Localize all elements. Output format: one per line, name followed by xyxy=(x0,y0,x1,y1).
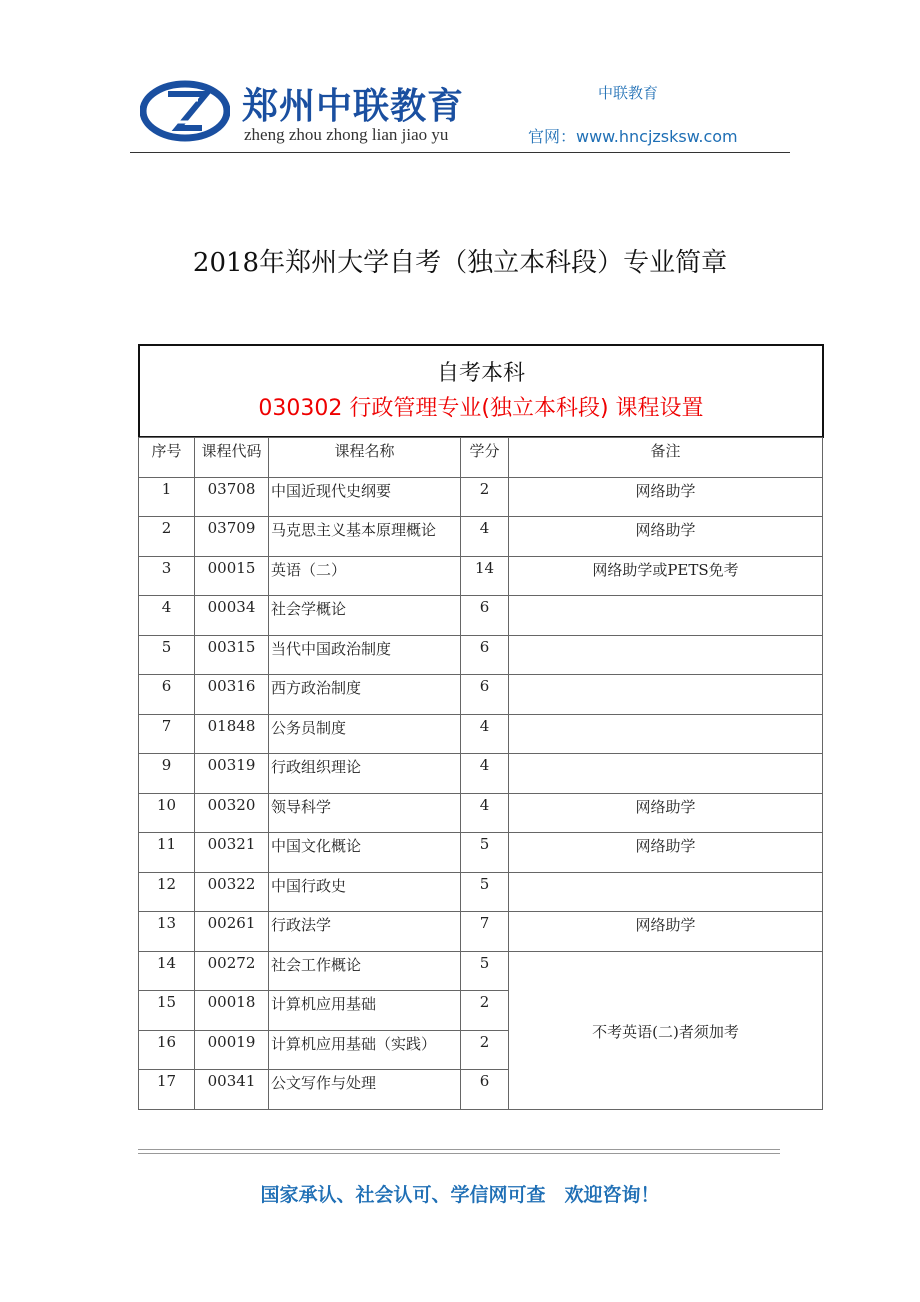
remark: 网络助学或PETS免考 xyxy=(509,556,823,596)
header-cell: 课程代码 xyxy=(195,438,269,478)
row-number: 7 xyxy=(139,714,195,754)
credits: 6 xyxy=(461,596,509,636)
credits: 6 xyxy=(461,635,509,675)
course-code: 00015 xyxy=(195,556,269,596)
row-number: 15 xyxy=(139,991,195,1031)
table-row xyxy=(139,912,823,952)
course-code: 03709 xyxy=(195,517,269,557)
remark: 网络助学 xyxy=(509,793,823,833)
table-row xyxy=(139,517,823,557)
credits: 4 xyxy=(461,793,509,833)
credits: 4 xyxy=(461,517,509,557)
row-number: 6 xyxy=(139,675,195,715)
header-divider xyxy=(130,152,790,153)
row-number: 10 xyxy=(139,793,195,833)
course-code: 00034 xyxy=(195,596,269,636)
credits: 5 xyxy=(461,951,509,991)
table-row xyxy=(139,833,823,873)
header-org-name: 中联教育 xyxy=(598,84,659,102)
course-name: 英语（二） xyxy=(269,556,461,596)
table-caption-box xyxy=(138,344,824,438)
credits: 7 xyxy=(461,912,509,952)
table-row xyxy=(139,675,823,715)
table-row xyxy=(139,714,823,754)
row-number: 5 xyxy=(139,635,195,675)
course-code: 00018 xyxy=(195,991,269,1031)
course-name: 西方政治制度 xyxy=(269,675,461,715)
course-name: 社会学概论 xyxy=(269,596,461,636)
course-code: 00272 xyxy=(195,951,269,991)
table-row xyxy=(139,477,823,517)
remark xyxy=(509,872,823,912)
row-number: 16 xyxy=(139,1030,195,1070)
merged-remark: 不考英语(二)者须加考 xyxy=(509,951,823,1109)
course-code: 00341 xyxy=(195,1070,269,1110)
course-name: 社会工作概论 xyxy=(269,951,461,991)
header-website[interactable]: 官网：www.hncjzsksw.com xyxy=(528,127,738,146)
course-code: 00316 xyxy=(195,675,269,715)
course-name: 中国文化概论 xyxy=(269,833,461,873)
credits: 14 xyxy=(461,556,509,596)
table-row xyxy=(139,635,823,675)
footer-slogan: 国家承认、社会认可、学信网可查 欢迎咨询！ xyxy=(260,1184,660,1206)
course-code: 00322 xyxy=(195,872,269,912)
course-name: 中国行政史 xyxy=(269,872,461,912)
row-number: 12 xyxy=(139,872,195,912)
credits: 6 xyxy=(461,1070,509,1110)
row-number: 1 xyxy=(139,477,195,517)
course-code: 01848 xyxy=(195,714,269,754)
course-name: 马克思主义基本原理概论 xyxy=(269,517,461,557)
page-title: 2018年郑州大学自考（独立本科段）专业简章 xyxy=(192,248,728,278)
credits: 4 xyxy=(461,714,509,754)
course-code: 00019 xyxy=(195,1030,269,1070)
credits: 2 xyxy=(461,991,509,1031)
course-table xyxy=(138,437,823,1110)
header-cell: 学分 xyxy=(461,438,509,478)
credits: 2 xyxy=(461,477,509,517)
remark: 网络助学 xyxy=(509,517,823,557)
logo-icon xyxy=(140,80,230,142)
row-number: 3 xyxy=(139,556,195,596)
credits: 2 xyxy=(461,1030,509,1070)
caption-line1: 自考本科 xyxy=(436,361,525,386)
brand-name: 郑州中联教育 xyxy=(242,86,465,127)
credits: 5 xyxy=(461,872,509,912)
brand-pinyin: zheng zhou zhong lian jiao yu xyxy=(244,125,449,144)
credits: 6 xyxy=(461,675,509,715)
course-code: 00315 xyxy=(195,635,269,675)
row-number: 9 xyxy=(139,754,195,794)
remark: 网络助学 xyxy=(509,833,823,873)
remark xyxy=(509,596,823,636)
table-row xyxy=(139,556,823,596)
course-name: 领导科学 xyxy=(269,793,461,833)
course-name: 公务员制度 xyxy=(269,714,461,754)
course-code: 00321 xyxy=(195,833,269,873)
remark xyxy=(509,714,823,754)
course-code: 03708 xyxy=(195,477,269,517)
table-row xyxy=(139,754,823,794)
course-code: 00261 xyxy=(195,912,269,952)
course-name: 计算机应用基础（实践） xyxy=(269,1030,461,1070)
remark: 网络助学 xyxy=(509,912,823,952)
course-name: 中国近现代史纲要 xyxy=(269,477,461,517)
credits: 4 xyxy=(461,754,509,794)
row-number: 4 xyxy=(139,596,195,636)
course-name: 行政法学 xyxy=(269,912,461,952)
course-name: 计算机应用基础 xyxy=(269,991,461,1031)
remark xyxy=(509,754,823,794)
caption-line2: 030302 行政管理专业(独立本科段) 课程设置 xyxy=(258,396,704,421)
header-cell: 备注 xyxy=(509,438,823,478)
credits: 5 xyxy=(461,833,509,873)
table-row xyxy=(139,951,823,991)
row-number: 13 xyxy=(139,912,195,952)
table-header-row xyxy=(139,438,823,478)
course-name: 公文写作与处理 xyxy=(269,1070,461,1110)
course-name: 行政组织理论 xyxy=(269,754,461,794)
row-number: 14 xyxy=(139,951,195,991)
table-row xyxy=(139,872,823,912)
row-number: 11 xyxy=(139,833,195,873)
course-code: 00320 xyxy=(195,793,269,833)
footer-divider xyxy=(138,1149,780,1154)
course-name: 当代中国政治制度 xyxy=(269,635,461,675)
header-cell: 课程名称 xyxy=(269,438,461,478)
row-number: 2 xyxy=(139,517,195,557)
row-number: 17 xyxy=(139,1070,195,1110)
course-code: 00319 xyxy=(195,754,269,794)
remark: 网络助学 xyxy=(509,477,823,517)
remark xyxy=(509,635,823,675)
table-row xyxy=(139,793,823,833)
header-cell: 序号 xyxy=(139,438,195,478)
remark xyxy=(509,675,823,715)
table-row xyxy=(139,596,823,636)
